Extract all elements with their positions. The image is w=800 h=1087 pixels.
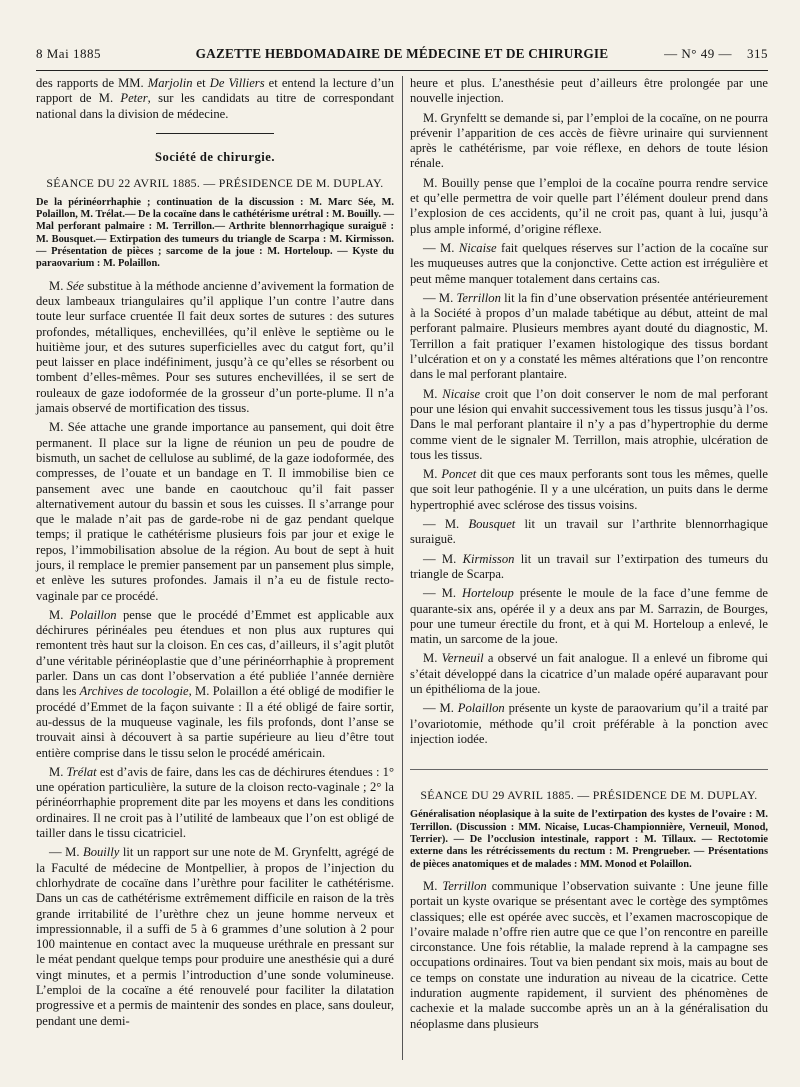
- paragraph: — M. Terrillon lit la fin d’une observation présentée antérieurement à la Société à propos d’un malade tabétique au début, atteint de mal perforant palmaire. Plusieurs membres ayant douté du diagnostic, M. Terrillon a fait pratiquer l’examen histologique des tissus bordant l’ulcération et on y a constaté les mêmes altérations que l’on rencontre dans le mal perforant plantaire.: [410, 290, 768, 382]
- paragraph: M. Sée substitue à la méthode ancienne d’avivement la formation de deux lambeaux triangulaires qu’il applique l’un contre l’autre dans toute leur surface cruentée Il fait deux sortes de sutures : des sutures profondes, métalliques, enchevillées, qu’il enlève le septième ou le huitième jour, et des sutures superficielles avec du catgut fort, qu’il peut laisser en place indéfiniment, jusqu’à ce qu’elles se résorbent ou tombent d’elles-mêmes. Pour ses sutures enchevillées, il se sert de rouleaux de gaze iodoformée de la grosseur d’un porte-plume. Il n’a jamais observé de mortification des tissus.: [36, 278, 394, 416]
- right-column: [410, 76, 768, 1036]
- session-summary: Généralisation néoplasique à la suite de l’extirpation des kystes de l’ovaire : M. Terrillon. (Discussion : MM. Nicaise, Lucas-Championnière, Verneuil, Monod, Terrier). — De l’occlusion intestinale, rapport : M. Tillaux. — Rectotomie externe dans les rétrécissements du rectum : M. Prengrueber. — Présentations de pièces anatomiques et de malades : MM. Monod et Polaillon.: [410, 809, 768, 870]
- left-column: [36, 76, 394, 1033]
- paragraph: — M. Polaillon présente un kyste de paraovarium qu’il a traité par l’ovariotomie, méthode qu’il croit préférable à la ponction avec injection iodée.: [410, 701, 768, 746]
- paragraph: M. Polaillon pense que le procédé d’Emmet est applicable aux déchirures périnéales peu étendues et non plus aux ruptures qui remontent très haut sur la cloison. En ces cas, d’ailleurs, il s’agit plutôt d’une véritable périnéoplastie que d’une périnéorrhaphie à proprement parler. Dans un cas dont l’observation a été publiée l’année dernière dans les Archives de tocologie, M. Polaillon a été obligé de modifier le procédé d’Emmet de la façon suivante : Il a été obligé de faire sortir, au-dessus de la muqueuse vaginale, les fils profonds, dont l’anse se trouvait ainsi à découvert à sa partie supérieure au lieu d’être tout entière comprise dans le tissu selon le procédé américain.: [36, 607, 395, 760]
- issue-number: — N° 49 —: [664, 46, 732, 61]
- session-heading: SÉANCE DU 22 AVRIL 1885. — PRÉSIDENCE DE M. DUPLAY.: [46, 175, 384, 190]
- page-number: 315: [747, 46, 768, 61]
- paragraph: M. Poncet dit que ces maux perforants sont tous les mêmes, quelle que soit leur pathogénie. Il y a une ulcération, un puits dans le derme hypertrophié avec sclérose des tissus voisins.: [410, 467, 768, 512]
- session-heading: SÉANCE DU 29 AVRIL 1885. — PRÉSIDENCE DE M. DUPLAY.: [420, 788, 758, 803]
- paragraph: M. Sée attache une grande importance au pansement, qui doit être permanent. Il place sur la ligne de réunion un peu de poudre de bismuth, un sachet de cellulose au sublimé, de la gaze iodoformée, des compresses, de l’ouate et un bandage en T. Il immobilise bien ce pansement avec une bande en caoutchouc qu’il fait passer alternativement autour du bassin et sous les cuisses. Il s’arrange pour que le malade n’ait pas de garde-robe ni de gaz pendant quelque temps; il pratique le cathétérisme plusieurs fois par jour et exige le repos, l’immobilisation absolue de la région. Au bout de sept à huit jours, il remplace le premier pansement par un pansement plus simple, et enlève les sutures profondes. Jamais il n’a eu de fistule recto-vaginale par ce procédé.: [36, 420, 394, 603]
- paragraph: — M. Bousquet lit un travail sur l’arthrite blennorrhagique suraiguë.: [410, 517, 768, 547]
- session-summary: De la périnéorrhaphie ; continuation de la discussion : M. Marc Sée, M. Polaillon, M. Trélat.— De la cocaïne dans le cathétérisme urétral : M. Bouilly. — Mal perforant palmaire : M. Terrillon.— Arthrite blennorrhagique suraiguë : M. Bousquet.— Extirpation des tumeurs du triangle de Scarpa : M. Kirmisson. — Présentation de pièces ; sarcome de la joue : M. Horteloup. — Kyste du paraovarium : M. Polaillon.: [36, 196, 394, 270]
- issue-date: 8 Mai 1885: [36, 46, 101, 61]
- paragraph: — M. Horteloup présente le moule de la face d’une femme de quarante-six ans, opérée il y a deux ans par M. Sarrazin, de Bourges, pour une tumeur érectile du front, et à qui M. Horteloup a enlevé, le matin, un sarcome de la joue.: [410, 586, 768, 647]
- issue-number-and-page: [664, 46, 768, 62]
- paragraph: M. Grynfeltt se demande si, par l’emploi de la cocaïne, on ne pourra prévenir l’apparition de ces accès de fièvre urinaire qui surviennent après le cathétérisme, par voie réflexe, en dehors de toute lésion rénale.: [410, 110, 768, 171]
- paragraph: des rapports de MM. Marjolin et De Villiers et entend la lecture d’un rapport de M. Peter, sur les candidats au titre de correspondant national dans la division de médecine.: [36, 76, 394, 121]
- paragraph: — M. Nicaise fait quelques réserves sur l’action de la cocaïne sur les muqueuses autres que la conjonctive. Cette action est irrégulière et peut même manquer totalement dans certains cas.: [410, 240, 768, 286]
- paragraph: M. Trélat est d’avis de faire, dans les cas de déchirures étendues : 1° une opération particulière, la suture de la cloison recto-vaginale ; 2° la périnéorrhaphie proprement dite par les moyens et dans les conditions ordinaires. Il ne croit pas à l’utilité de lambeaux que l’on est obligé de tailler dans le tissu cicatriciel.: [36, 764, 395, 841]
- paragraph: heure et plus. L’anesthésie peut d’ailleurs être prolongée par une nouvelle injection.: [410, 76, 768, 106]
- paragraph: M. Nicaise croit que l’on doit conserver le nom de mal perforant pour une lésion qui envahit successivement tous les tissus jusqu’à l’os. Dans le mal perforant plantaire il n’y a pas d’hypertrophie du derme comme vient de le signaler M. Terrillon, mais atrophie, ulcération de tous les tissus.: [410, 386, 768, 462]
- paragraph: M. Terrillon communique l’observation suivante : Une jeune fille portait un kyste ovarique se présentant avec le cortège des symptômes classiques; elle est opérée avec succès, et l’examen macroscopique de l’ovaire malade n’offre rien autre que ce que l’on rencontre en pareille circonstance. Une fois rétablie, la malade reprend à la campagne ses occupations ordinaires. Tout va bien pendant six mois, mais au bout de ce temps on constate une induration au niveau de la cicatrice. Cette induration augmente rapidement, il survient des phénomènes de cachexie et la malade succombe après un an à la généralisation du néoplasme dans plusieurs: [410, 878, 768, 1031]
- journal-title: GAZETTE HEBDOMADAIRE DE MÉDECINE ET DE CHIRURGIE: [195, 46, 609, 61]
- paragraph: M. Bouilly pense que l’emploi de la cocaïne pourra rendre service et qu’elle permettra de voir quelle part l’élément douleur prend dans l’explosion de ces accidents, qu’il ne croit pas, quant à lui, jusqu’à plus ample informé, d’origine réflexe.: [410, 175, 768, 236]
- society-heading: Société de chirurgie.: [155, 150, 275, 165]
- page-header: [36, 30, 768, 71]
- column-divider: [402, 76, 403, 1060]
- paragraph: — M. Bouilly lit un rapport sur une note de M. Grynfeltt, agrégé de la Faculté de médecine de Montpellier, à propos de l’injection du chlorhydrate de cocaïne dans l’urèthre pour faciliter le cathétérisme. Dans un cas de cathétérisme extrêmement difficile en raison de la très grande irritabilité de l’urèthre chez un jeune homme nerveux et impressionnable, il a suffi de 5 à 6 grammes d’une solution à 2 pour 100 maintenue en contact avec la muqueuse uréthrale en pressant sur le méat pendant quelque temps pour produire une anesthésie qui a duré vingt minutes, et a permis l’introduction d’une sonde volumineuse. L’emploi de la cocaïne a été renouvelé pour faciliter la dilatation progressive et a permis de maintenir des sondes en place, sans douleur, pendant une demi-: [36, 845, 394, 1028]
- paragraph: — M. Kirmisson lit un travail sur l’extirpation des tumeurs du triangle de Scarpa.: [410, 551, 768, 581]
- section-divider: [410, 769, 768, 770]
- paragraph: M. Verneuil a observé un fait analogue. Il a enlevé un fibrome qui s’était développé dans la cicatrice d’un malade opéré auparavant pour un épithélioma de la joue.: [410, 651, 768, 696]
- section-rule: [156, 133, 274, 134]
